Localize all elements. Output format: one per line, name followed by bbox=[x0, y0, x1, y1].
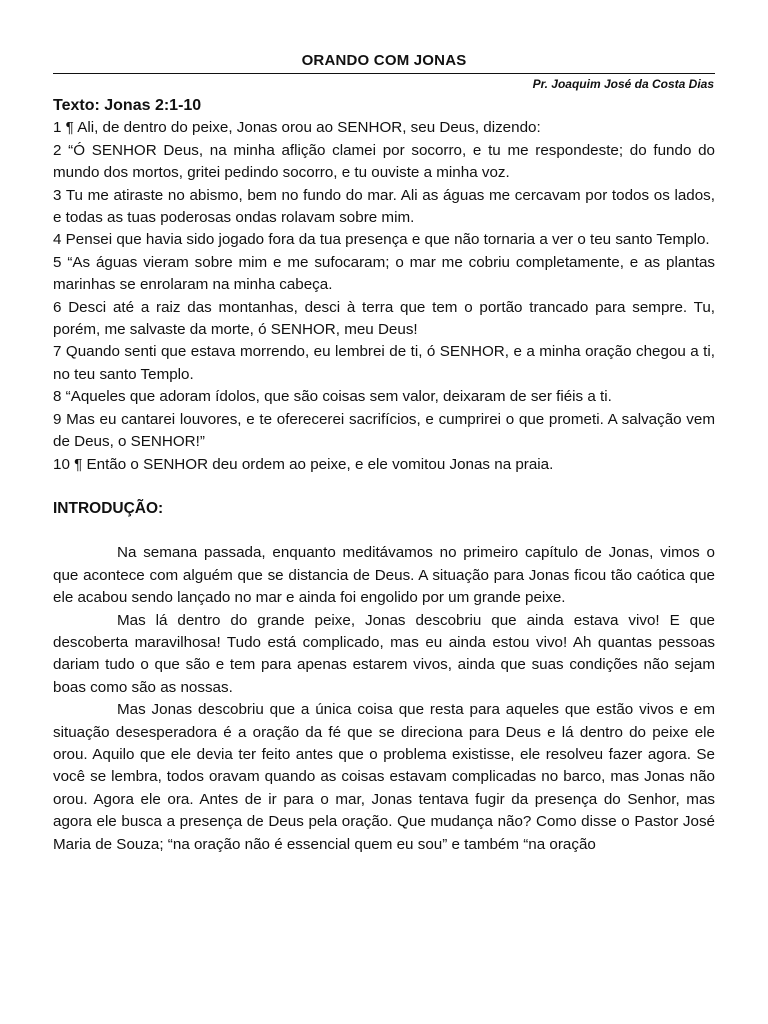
verse-3: 3 Tu me atiraste no abismo, bem no fundo do mar. Ali as águas me cercavam por todos os lados, e todas as tuas poderosas ondas rolavam sobre mim. bbox=[53, 186, 715, 227]
section-spacer bbox=[53, 520, 715, 542]
title-divider bbox=[53, 73, 715, 74]
intro-paragraph-3: Mas Jonas descobriu que a única coisa que resta para aqueles que estão vivos e em situação desesperadora é a oração da fé que se direciona para Deus e lá dentro do peixe ele orou. Aquilo que ele devia ter feito antes que o problema existisse, ele resolveu fazer agora. Se você se lembra, todos oravam quando as coisas estavam complicadas no barco, mas Jonas não orou. Agora ele ora. Antes de ir para o mar, Jonas tentava fugir da presença do Senhor, mas agora ele busca a presença de Deus pela oração. Que mudança não? Como disse o Pastor José Maria de Souza; “na oração não é essencial quem eu sou” e também “na oração bbox=[53, 701, 715, 853]
verse-9: 9 Mas eu cantarei louvores, e te oferecerei sacrifícios, e cumprirei o que prometi. A salvação vem de Deus, o SENHOR!” bbox=[53, 410, 715, 451]
verse-7: 7 Quando senti que estava morrendo, eu lembrei de ti, ó SENHOR, e a minha oração chegou a ti, no teu santo Templo. bbox=[53, 343, 715, 383]
verse-1: 1 ¶ Ali, de dentro do peixe, Jonas orou ao SENHOR, seu Deus, dizendo: bbox=[53, 119, 541, 137]
document-title: ORANDO COM JONAS bbox=[301, 52, 467, 69]
author-line: Pr. Joaquim José da Costa Dias bbox=[532, 77, 714, 91]
verse-2: 2 “Ó SENHOR Deus, na minha aflição clamei por socorro, e tu me respondeste; do fundo do mundo dos mortos, gritei pedindo socorro, e tu ouviste a minha voz. bbox=[53, 141, 715, 182]
verse-5: 5 “As águas vieram sobre mim e me sufocaram; o mar me cobriu completamente, e as plantas marinhas se enrolaram na minha cabeça. bbox=[53, 253, 715, 294]
verse-10: 10 ¶ Então o SENHOR deu ordem ao peixe, e ele vomitou Jonas na praia. bbox=[53, 455, 554, 473]
document-body bbox=[53, 95, 715, 856]
intro-paragraph-1: Na semana passada, enquanto meditávamos no primeiro capítulo de Jonas, vimos o que acontece com alguém que se distancia de Deus. A situação para Jonas ficou tão caótica que ele acabou sendo lançado no mar e ainda foi engolido por um grande peixe. bbox=[53, 544, 715, 607]
verse-4: 4 Pensei que havia sido jogado fora da tua presença e que não tornaria a ver o teu santo Templo. bbox=[53, 231, 710, 249]
intro-paragraph-2: Mas lá dentro do grande peixe, Jonas descobriu que ainda estava vivo! E que descoberta maravilhosa! Tudo está complicado, mas eu ainda estou vivo! Ah quantas pessoas dariam tudo o que são e tem para apenas estarem vivos, ainda que suas condições não sejam boas como são as nossas. bbox=[53, 611, 715, 696]
introduction-heading: INTRODUÇÃO: bbox=[53, 499, 164, 517]
verse-6: 6 Desci até a raiz das montanhas, desci à terra que tem o portão trancado para sempre. Tu, porém, me salvaste da morte, ó SENHOR, meu Deus! bbox=[53, 298, 715, 339]
verse-8: 8 “Aqueles que adoram ídolos, que são coisas sem valor, deixaram de ser fiéis a ti. bbox=[53, 388, 612, 406]
text-reference: Texto: Jonas 2:1-10 bbox=[53, 97, 202, 114]
